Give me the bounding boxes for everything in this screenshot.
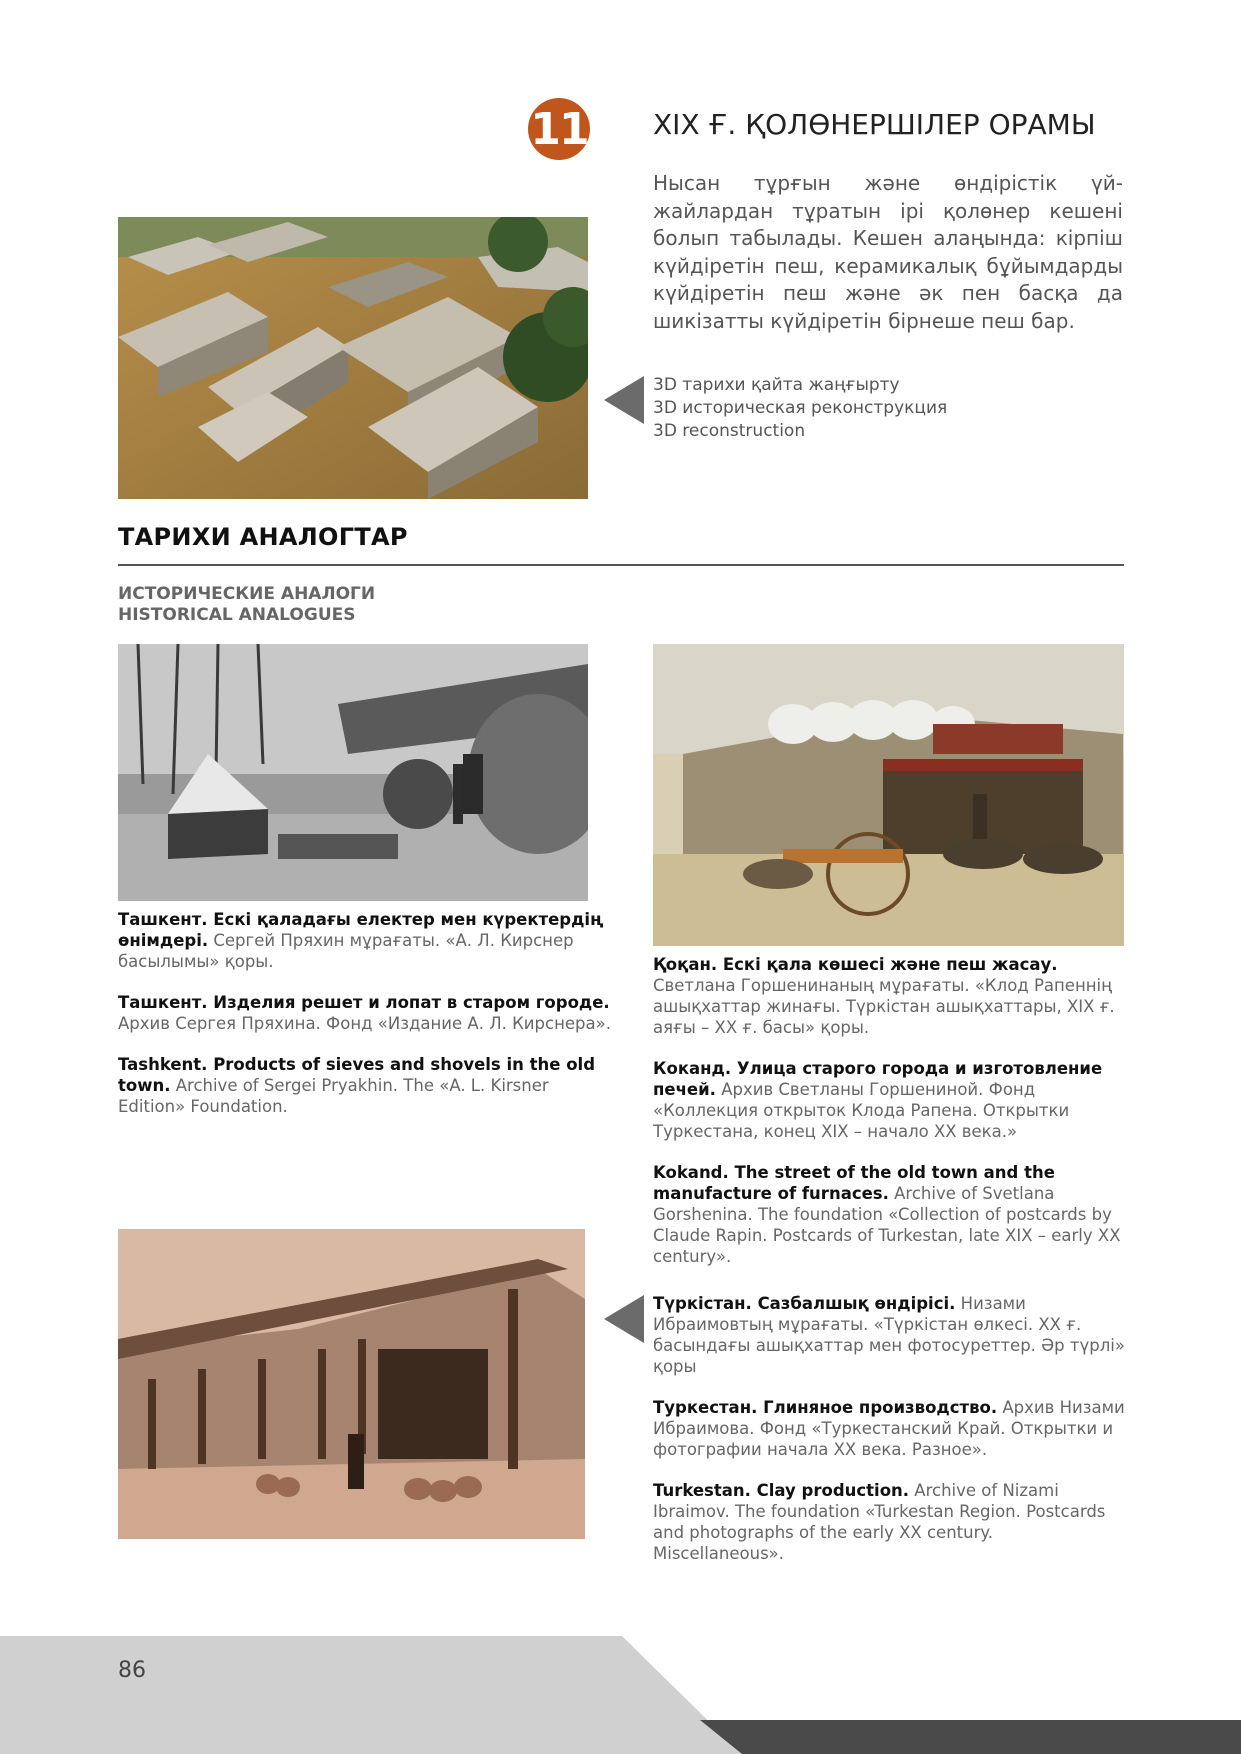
pointer-arrow-icon	[604, 1295, 644, 1343]
kokand-photo	[653, 644, 1124, 946]
caption-line-kk: 3D тарихи қайта жаңғырту	[653, 375, 900, 395]
section-title: ТАРИХИ АНАЛОГТАР	[118, 523, 408, 551]
tashkent-photo	[118, 644, 588, 901]
section-number-badge: 11	[528, 98, 590, 160]
subtitle-en: HISTORICAL ANALOGUES	[118, 605, 356, 625]
footer-shapes	[0, 1636, 1241, 1754]
pointer-arrow-icon	[604, 376, 644, 424]
caption-tashkent-en: Tashkent. Products of sieves and shovels in the old town. Archive of Sergei Pryakhin. The «A. L. Kirsner Edition» Foundation.	[118, 1055, 596, 1116]
caption-kokand-en: Kokand. The street of the old town and the manufacture of furnaces. Archive of Svetlana Gorshenina. The foundation «Collection of postcards by Claude Rapin. Postcards of Turkestan, late XIX – early XX century».	[653, 1163, 1121, 1266]
caption-tashkent-kk: Ташкент. Ескі қаладағы електер мен күректердің өнімдері. Сергей Пряхин мұрағаты. «А. Л. Кирснер басылымы» қоры.	[118, 910, 604, 971]
caption-turkestan-kk: Түркістан. Сазбалшық өндірісі. Низами Ибраимовтың мұрағаты. «Түркістан өлкесі. XX ғ. басындағы ашықхаттар мен фотосуреттер. Әр түрлі» қоры	[653, 1294, 1125, 1376]
caption-kokand-ru: Коканд. Улица старого города и изготовление печей. Архив Светланы Горшениной. Фонд «Коллекция открыток Клода Рапена. Открытки Туркестана, конец XIX – начало XX века.»	[653, 1059, 1103, 1141]
reconstruction-image	[118, 217, 588, 499]
caption-kokand-kk: Қоқан. Ескі қала көшесі және пеш жасау. Светлана Горшенинаның мұрағаты. «Клод Рапеннің ашықхаттар жинағы. Түркістан ашықхаттары, XIX ғ. аяғы – XX ғ. басы» қоры.	[653, 955, 1115, 1037]
caption-turkestan-en: Turkestan. Clay production. Archive of Nizami Ibraimov. The foundation «Turkestan Region. Postcards and photographs of the early XX century. Miscellaneous».	[653, 1481, 1106, 1563]
page-title: XIX Ғ. ҚОЛӨНЕРШІЛЕР ОРАМЫ	[653, 108, 1096, 141]
turkestan-caption	[653, 1293, 1128, 1584]
page-number: 86	[118, 1658, 146, 1683]
caption-turkestan-ru: Туркестан. Глиняное производство. Архив Низами Ибраимова. Фонд «Туркестанский Край. Открытки и фотографии начала XX века. Разное».	[653, 1398, 1125, 1459]
kokand-caption	[653, 954, 1143, 1287]
section-divider	[118, 564, 1124, 566]
subtitle-ru: ИСТОРИЧЕСКИЕ АНАЛОГИ	[118, 584, 376, 604]
reconstruction-caption	[653, 374, 947, 443]
turkestan-photo	[118, 1229, 585, 1539]
tashkent-caption	[118, 909, 618, 1137]
caption-line-en: 3D reconstruction	[653, 421, 806, 441]
description-text: Нысан тұрғын және өндірістік үй-жайлардан тұратын ірі қолөнер кешені болып табылады. Кешен алаңында: кірпіш күйдіретін пеш, керамикалық бұйымдарды күйдіретін пеш және әк пен басқа да шикізатты күйдіретін бірнеше пеш бар.	[653, 171, 1123, 333]
caption-line-ru: 3D историческая реконструкция	[653, 398, 948, 418]
caption-tashkent-ru: Ташкент. Изделия решет и лопат в старом городе. Архив Сергея Пряхина. Фонд «Издание А. Л. Кирснера».	[118, 993, 611, 1033]
section-subtitle	[118, 584, 375, 626]
